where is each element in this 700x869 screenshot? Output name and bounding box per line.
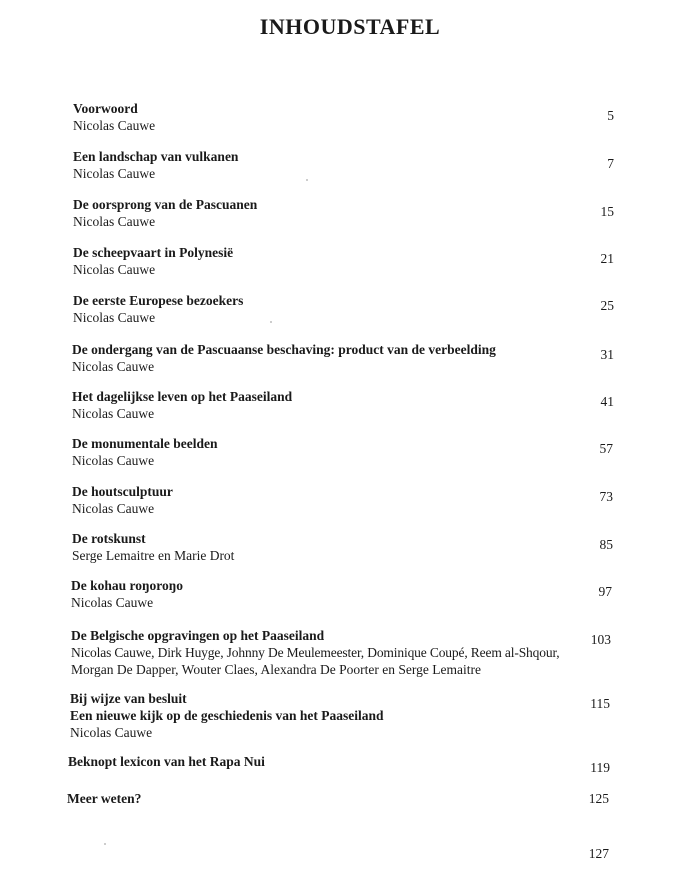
scan-speck: [306, 179, 308, 181]
toc-entry-author: Nicolas Cauwe: [72, 359, 155, 374]
toc-entry-title: De monumentale beelden: [72, 436, 218, 451]
toc-entry-author: Nicolas Cauwe: [72, 453, 155, 468]
toc-entry-title: De rotskunst: [72, 531, 146, 546]
toc-entry-page: 25: [600, 298, 614, 313]
toc-entry-page: 97: [598, 584, 612, 599]
toc-entry-title: Meer weten?: [67, 791, 142, 806]
toc-entry-page: 7: [607, 156, 614, 171]
scan-speck: [270, 321, 272, 323]
toc-entry-author: Nicolas Cauwe: [70, 725, 153, 740]
toc-entry-title: De Belgische opgravingen op het Paaseiland: [71, 628, 325, 643]
toc-entry-page: 15: [600, 204, 614, 219]
toc-entry-title: De houtsculptuur: [72, 484, 173, 499]
toc-entry-author: Nicolas Cauwe: [72, 501, 155, 516]
toc-entry-title: De kohau roŋoroŋo: [71, 578, 184, 593]
toc-entry-title: Beknopt lexicon van het Rapa Nui: [68, 754, 265, 769]
page-title: INHOUDSTAFEL: [259, 14, 441, 39]
toc-entry-author: Nicolas Cauwe: [73, 214, 156, 229]
toc-entry-title: De eerste Europese bezoekers: [73, 293, 244, 308]
toc-entry-title: De ondergang van de Pascuaanse beschaving: product van de verbeelding: [72, 342, 496, 357]
toc-entry-page: 5: [607, 108, 614, 123]
toc-entry-title: Het dagelijkse leven op het Paaseiland: [72, 389, 293, 404]
toc-entry-title: Een nieuwe kijk op de geschiedenis van het Paaseiland: [70, 708, 384, 723]
toc-entry-page: 41: [600, 394, 614, 409]
toc-entry-title: De scheepvaart in Polynesië: [73, 245, 234, 260]
toc-entry-author: Serge Lemaitre en Marie Drot: [72, 548, 235, 563]
page-number: 127: [588, 846, 609, 861]
toc-entry-author: Nicolas Cauwe: [73, 262, 156, 277]
toc-entry-page: 57: [599, 441, 613, 456]
toc-entry-title: Bij wijze van besluit: [70, 691, 187, 706]
toc-entry-author: Nicolas Cauwe, Dirk Huyge, Johnny De Meulemeester, Dominique Coupé, Reem al-Shqour,: [71, 645, 560, 660]
toc-entry-page: 31: [600, 347, 614, 362]
toc-entry-page: 125: [588, 791, 609, 806]
toc-entry-page: 21: [600, 251, 614, 266]
toc-entry-author: Nicolas Cauwe: [73, 310, 156, 325]
toc-entry-title: De oorsprong van de Pascuanen: [73, 197, 258, 212]
toc-entry-author: Nicolas Cauwe: [71, 595, 154, 610]
toc-entry-author: Nicolas Cauwe: [73, 118, 156, 133]
toc-entry-page: 119: [590, 760, 610, 775]
toc-entry-author: Morgan De Dapper, Wouter Claes, Alexandra De Poorter en Serge Lemaitre: [71, 662, 481, 677]
scan-speck: [104, 843, 106, 845]
toc-entry-page: 85: [599, 537, 613, 552]
toc-entry-title: Een landschap van vulkanen: [73, 149, 239, 164]
toc-entry-page: 103: [590, 632, 611, 647]
toc-entry-author: Nicolas Cauwe: [73, 166, 156, 181]
toc-entry-title: Voorwoord: [73, 101, 138, 116]
toc-entry-page: 73: [599, 489, 613, 504]
toc-entry-author: Nicolas Cauwe: [72, 406, 155, 421]
toc-entry-page: 115: [590, 696, 610, 711]
